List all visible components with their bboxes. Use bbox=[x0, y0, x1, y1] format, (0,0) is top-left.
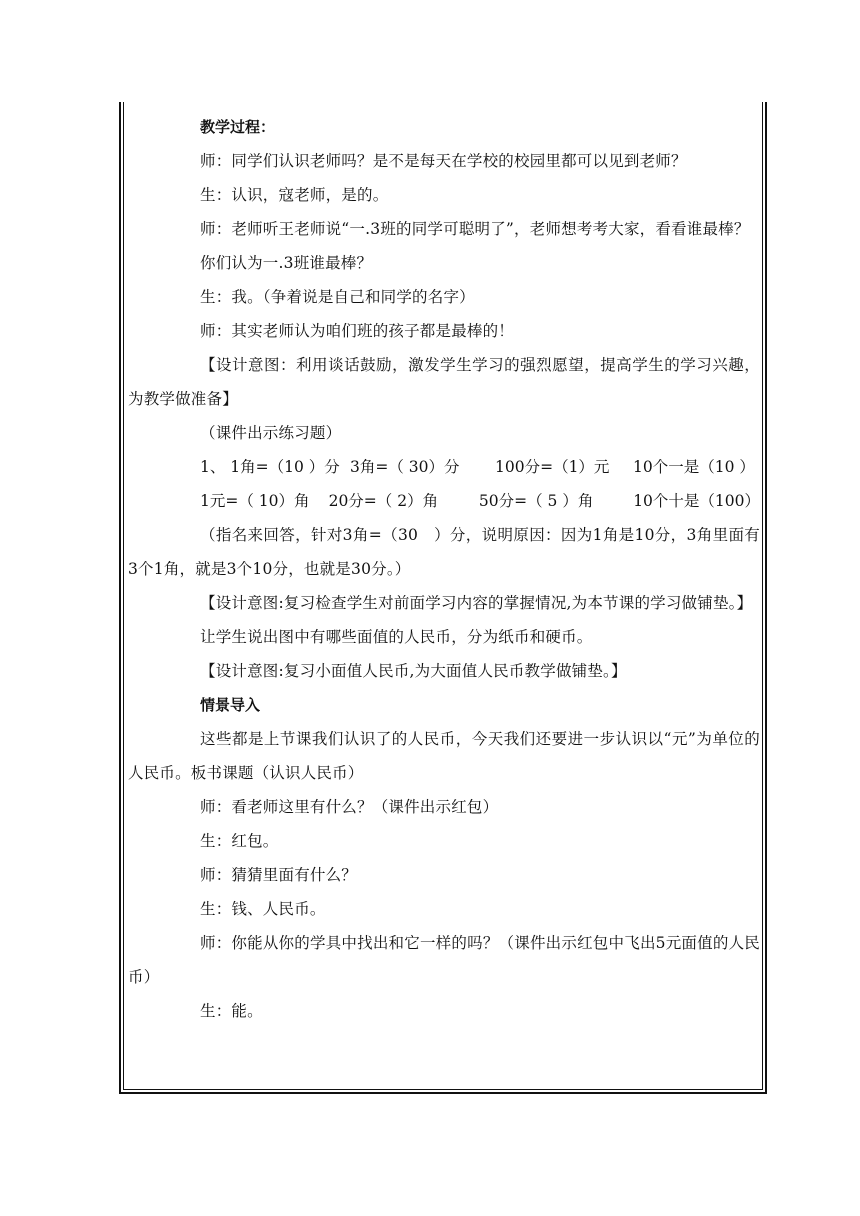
dialogue-line: 这些都是上节课我们认识了的人民币，今天我们还要进一步认识以“元”为单位的人民币。板书课题（认识人民币） bbox=[128, 730, 760, 782]
section-heading: 情景导入 bbox=[200, 696, 261, 714]
dialogue-line: 师：猜猜里面有什么？ bbox=[200, 866, 358, 884]
dialogue-line: （课件出示练习题） bbox=[200, 424, 342, 442]
dialogue-line: 让学生说出图中有哪些面值的人民币，分为纸币和硬币。 bbox=[200, 628, 593, 646]
section-heading: 教学过程： bbox=[200, 118, 276, 136]
exercise-item: 50分=（ 5 ）角 bbox=[478, 492, 594, 510]
dialogue-line: （指名来回答，针对3角=（30 ）分，说明原因：因为1角是10分，3角里面有3个1角，就是3个10分，也就是30分。） bbox=[128, 526, 760, 578]
dialogue-line: 师：老师听王老师说“一.3班的同学可聪明了”，老师想考考大家，看看谁最棒？ bbox=[200, 220, 750, 238]
dialogue-line: 生：能。 bbox=[200, 1002, 263, 1020]
exercise-item: 100分=（1）元 bbox=[495, 458, 610, 476]
dialogue-line: 师：看老师这里有什么？（课件出示红包） bbox=[200, 798, 499, 816]
dialogue-line: 生：我。（争着说是自己和同学的名字） bbox=[200, 288, 475, 306]
design-intent: 【设计意图:复习检查学生对前面学习内容的掌握情况,为本节课的学习做铺垫。】 bbox=[200, 594, 753, 612]
design-intent: 【设计意图:复习小面值人民币,为大面值人民币教学做铺垫。】 bbox=[200, 662, 627, 680]
design-intent: 【设计意图：利用谈话鼓励，激发学生学习的强烈愿望，提高学生的学习兴趣，为教学做准备】 bbox=[128, 356, 760, 408]
exercise-item: 3角=（ 30）分 bbox=[350, 458, 460, 476]
dialogue-line: 你们认为一.3班谁最棒？ bbox=[200, 254, 373, 272]
lesson-content bbox=[128, 110, 760, 1028]
exercise-item: 1元=（ 10）角 bbox=[200, 492, 310, 510]
exercise-item: 10个一是（10 ） bbox=[633, 458, 755, 476]
exercise-row bbox=[128, 450, 760, 484]
exercise-item: 1、 1角=（10 ）分 bbox=[200, 458, 340, 476]
exercise-row bbox=[128, 484, 760, 518]
exercise-item: 20分=（ 2）角 bbox=[328, 492, 439, 510]
dialogue-line: 师：你能从你的学具中找出和它一样的吗？（课件出示红包中飞出5元面值的人民币） bbox=[128, 934, 760, 986]
exercise-item: 10个十是（100） bbox=[633, 492, 760, 510]
dialogue-line: 师：同学们认识老师吗？是不是每天在学校的校园里都可以见到老师？ bbox=[200, 152, 687, 170]
dialogue-line: 生：认识，寇老师，是的。 bbox=[200, 186, 389, 204]
dialogue-line: 师：其实老师认为咱们班的孩子都是最棒的！ bbox=[200, 322, 515, 340]
dialogue-line: 生：钱、人民币。 bbox=[200, 900, 326, 918]
dialogue-line: 生：红包。 bbox=[200, 832, 279, 850]
